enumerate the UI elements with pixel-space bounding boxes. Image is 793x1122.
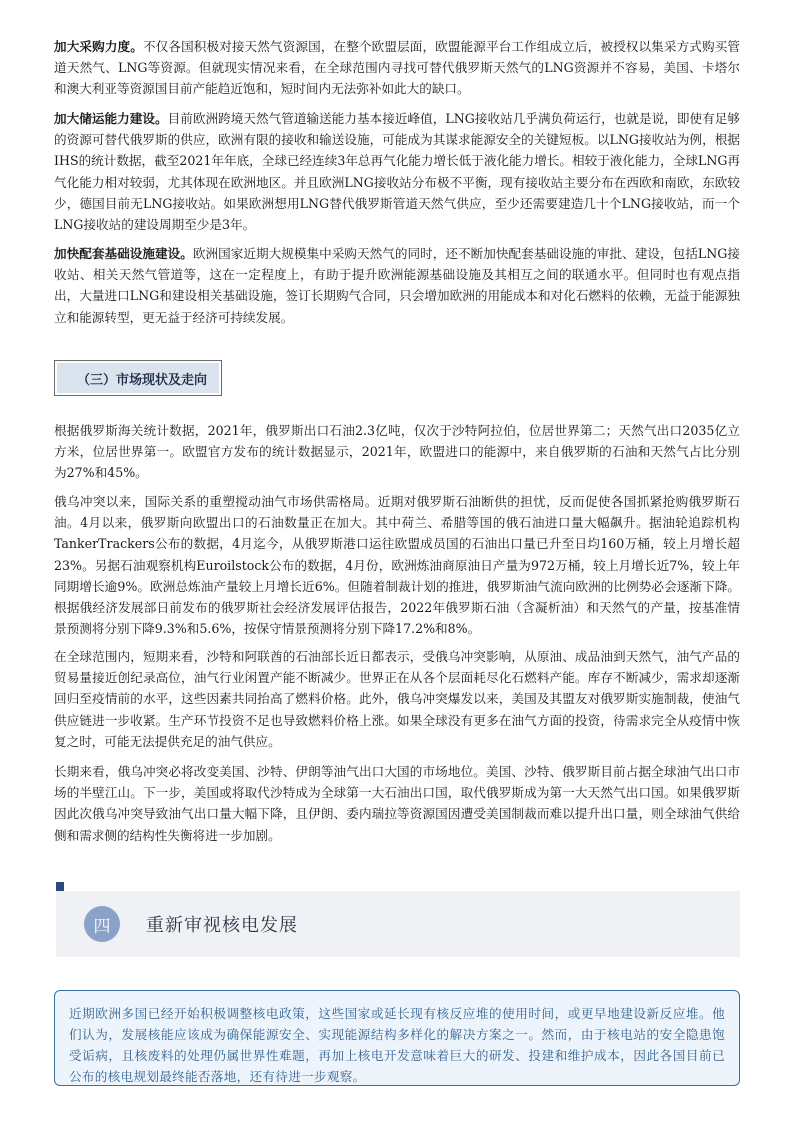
paragraph-lead: 加快配套基础设施建设。 xyxy=(54,246,193,261)
paragraph-purchasing xyxy=(54,36,740,100)
paragraph-body: 目前欧洲跨境天然气管道输送能力基本接近峰值，LNG接收站几乎满负荷运行，也就是说，即使有足够的资源可替代俄罗斯的供应，欧洲有限的接收和输送设施，可能成为其谋求能源安全的关键短板。以LNG接收站为例，根据IHS的统计数据，截至2021年年底，全球已经连续3年总再气化能力增长低于液化能力增长。相较于液化能力，全球LNG再气化能力相对较弱，尤其体现在欧洲地区。并且欧洲LNG接收站分布极不平衡，现有接收站主要分布在西欧和南欧，东欧较少，德国目前无LNG接收站。如果欧洲想用LNG替代俄罗斯管道天然气供应，至少还需要建造几十个LNG接收站，而一个LNG接收站的建设周期至少是3年。 xyxy=(54,111,740,233)
section-number-badge: 四 xyxy=(84,906,120,942)
summary-callout: 近期欧洲多国已经开始积极调整核电政策，这些国家或延长现有核反应堆的使用时间，或更早地建设新反应堆。他们认为，发展核能应该成为确保能源安全、实现能源结构多样化的解决方案之一。然而，由于核电站的安全隐患饱受诟病，且核废料的处理仍属世界性难题，再加上核电开发意味着巨大的研发、投建和维护成本，因此各国目前已公布的核电规划最终能否落地，还有待进一步观察。 xyxy=(54,990,740,1086)
paragraph-body: 不仅各国积极对接天然气资源国，在整个欧盟层面，欧盟能源平台工作组成立后，被授权以集采方式购买管道天然气、LNG等资源。但就现实情况来看，在全球范围内寻找可替代俄罗斯天然气的LNG资源并不容易，美国、卡塔尔和澳大利亚等资源国目前产能趋近饱和，短时间内无法弥补如此大的缺口。 xyxy=(54,39,741,97)
section-title: 重新审视核电发展 xyxy=(146,915,298,936)
section-marker xyxy=(56,882,64,891)
paragraph-short-term: 在全球范围内，短期来看，沙特和阿联酋的石油部长近日都表示，受俄乌冲突影响，从原油、成品油到天然气，油气产品的贸易量接近创纪录高位，油气行业闲置产能不断减少。世界正在从各个层面耗尽化石燃料产能。库存不断减少，需求却逐渐回归至疫情前的水平，这些因素共同抬高了燃料价格。此外，俄乌冲突爆发以来，美国及其盟友对俄罗斯实施制裁，使油气供应链进一步收紧。生产环节投资不足也导致燃料价格上涨。如果全球没有更多在油气方面的投资，待需求完全从疫情中恢复之时，可能无法提供充足的油气供应。 xyxy=(54,649,740,749)
paragraph-body: 欧洲国家近期大规模集中采购天然气的同时，还不断加快配套基础设施的审批、建设，包括LNG接收站、相关天然气管道等，这在一定程度上，有助于提升欧洲能源基础设施及其相互之间的联通水平。但同时也有观点指出，大量进口LNG和建设相关基础设施，签订长期购气合同，只会增加欧洲的用能成本和对化石燃料的依赖，无益于能源独立和能源转型，更无益于经济可持续发展。 xyxy=(54,246,740,325)
paragraph-infrastructure xyxy=(54,243,740,328)
paragraph-long-term: 长期来看，俄乌冲突必将改变美国、沙特、伊朗等油气出口大国的市场地位。美国、沙特、俄罗斯目前占据全球油气出口市场的半壁江山。下一步，美国或将取代沙特成为全球第一大石油出口国，取代俄罗斯成为第一大天然气出口国。如果俄罗斯因此次俄乌冲突导致油气出口量大幅下降，且伊朗、委内瑞拉等资源国因遭受美国制裁而难以提升出口量，则全球油气供给侧和需求侧的结构性失衡将进一步加剧。 xyxy=(54,764,740,843)
paragraph-lead: 加大储运能力建设。 xyxy=(54,111,168,126)
section-header xyxy=(56,891,740,957)
subsection-title: （三）市场现状及走向 xyxy=(57,363,219,393)
paragraph-market-shift: 俄乌冲突以来，国际关系的重塑搅动油气市场供需格局。近期对俄罗斯石油断供的担忧，反而促使各国抓紧抢购俄罗斯石油。4月以来，俄罗斯向欧盟出口的石油数量正在加大。其中荷兰、希腊等国的俄石油进口量大幅飙升。据油轮追踪机构TankerTrackers公布的数据，4月迄今，从俄罗斯港口运往欧盟成员国的石油出口量已升至日均160万桶，较上月增长超23%。另据石油观察机构Euroilstock公布的数据，4月份，欧洲炼油商原油日产量为972万桶，较上月增长近7%，较上年同期增长逾9%。欧洲总炼油产量较上月增长近6%。但随着制裁计划的推进，俄罗斯油气流向欧洲的比例势必会逐渐下降。根据俄经济发展部日前发布的俄罗斯社会经济发展评估报告，2022年俄罗斯石油（含凝析油）和天然气的产量，按基准情景预测将分别下降9.3%和5.6%，按保守情景预测将分别下降17.2%和8%。 xyxy=(54,494,740,637)
subsection-header xyxy=(54,360,222,396)
paragraph-storage xyxy=(54,108,740,235)
paragraph-statistics: 根据俄罗斯海关统计数据，2021年，俄罗斯出口石油2.3亿吨，仅次于沙特阿拉伯，位居世界第二；天然气出口2035亿立方米，位居世界第一。欧盟官方发布的统计数据显示，2021年，欧盟进口的能源中，来自俄罗斯的石油和天然气占比分别为27%和45%。 xyxy=(54,423,740,481)
paragraph-lead: 加大采购力度。 xyxy=(54,39,143,54)
